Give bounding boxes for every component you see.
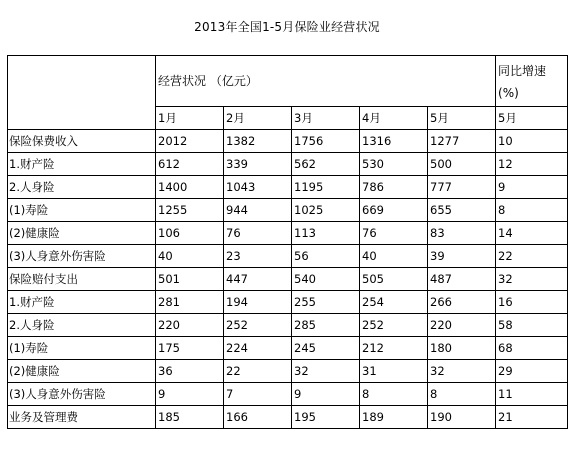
row-label: (1)寿险 <box>8 337 156 360</box>
yoy-month-header: 5月 <box>496 106 568 129</box>
yoy-cell: 14 <box>496 222 568 245</box>
table-cell: 540 <box>292 268 360 291</box>
table-cell: 189 <box>360 406 428 429</box>
table-cell: 655 <box>428 199 496 222</box>
yoy-header-line2: (%) <box>498 86 519 100</box>
table-cell: 166 <box>224 406 292 429</box>
table-cell: 212 <box>360 337 428 360</box>
table-cell: 1025 <box>292 199 360 222</box>
yoy-cell: 68 <box>496 337 568 360</box>
table-cell: 40 <box>156 245 224 268</box>
table-row <box>8 130 568 153</box>
table-cell: 669 <box>360 199 428 222</box>
table-cell: 1400 <box>156 176 224 199</box>
table-row <box>8 199 568 222</box>
row-label: 保险保费收入 <box>8 130 156 153</box>
table-cell: 23 <box>224 245 292 268</box>
yoy-cell: 10 <box>496 130 568 153</box>
table-cell: 245 <box>292 337 360 360</box>
group-header: 经营状况 （亿元） <box>156 56 496 107</box>
table-row <box>8 314 568 337</box>
table-cell: 1255 <box>156 199 224 222</box>
table-cell: 8 <box>428 383 496 406</box>
yoy-cell: 22 <box>496 245 568 268</box>
row-label: 保险赔付支出 <box>8 268 156 291</box>
table-row <box>8 337 568 360</box>
table-cell: 32 <box>292 360 360 383</box>
table-cell: 777 <box>428 176 496 199</box>
table-cell: 487 <box>428 268 496 291</box>
table-cell: 39 <box>428 245 496 268</box>
table-cell: 281 <box>156 291 224 314</box>
yoy-cell: 11 <box>496 383 568 406</box>
table-cell: 31 <box>360 360 428 383</box>
table-row <box>8 268 568 291</box>
row-label: (3)人身意外伤害险 <box>8 383 156 406</box>
table-cell: 1756 <box>292 130 360 153</box>
table-cell: 2012 <box>156 130 224 153</box>
month-header: 3月 <box>292 106 360 129</box>
yoy-cell: 32 <box>496 268 568 291</box>
table-cell: 224 <box>224 337 292 360</box>
row-label: 2.人身险 <box>8 314 156 337</box>
table-cell: 530 <box>360 153 428 176</box>
row-label: 1.财产险 <box>8 291 156 314</box>
table-cell: 1316 <box>360 130 428 153</box>
yoy-cell: 9 <box>496 176 568 199</box>
row-label: 业务及管理费 <box>8 406 156 429</box>
row-label: (2)健康险 <box>8 360 156 383</box>
table-row <box>8 291 568 314</box>
table-cell: 113 <box>292 222 360 245</box>
table-cell: 447 <box>224 268 292 291</box>
table-cell: 76 <box>224 222 292 245</box>
header-row-group <box>8 56 568 107</box>
table-cell: 56 <box>292 245 360 268</box>
table-cell: 40 <box>360 245 428 268</box>
yoy-cell: 58 <box>496 314 568 337</box>
yoy-cell: 8 <box>496 199 568 222</box>
table-cell: 8 <box>360 383 428 406</box>
row-label: (1)寿险 <box>8 199 156 222</box>
table-cell: 339 <box>224 153 292 176</box>
table-cell: 1382 <box>224 130 292 153</box>
table-cell: 944 <box>224 199 292 222</box>
row-label: (2)健康险 <box>8 222 156 245</box>
row-label: (3)人身意外伤害险 <box>8 245 156 268</box>
table-cell: 22 <box>224 360 292 383</box>
row-label: 1.财产险 <box>8 153 156 176</box>
table-row <box>8 153 568 176</box>
table-row <box>8 176 568 199</box>
insurance-operations-table <box>7 55 568 429</box>
table-row <box>8 222 568 245</box>
table-cell: 562 <box>292 153 360 176</box>
table-cell: 252 <box>360 314 428 337</box>
table-cell: 255 <box>292 291 360 314</box>
table-cell: 9 <box>156 383 224 406</box>
row-header-stub <box>8 56 156 130</box>
yoy-cell: 21 <box>496 406 568 429</box>
table-cell: 501 <box>156 268 224 291</box>
table-cell: 195 <box>292 406 360 429</box>
table-cell: 254 <box>360 291 428 314</box>
table-cell: 76 <box>360 222 428 245</box>
table-cell: 220 <box>156 314 224 337</box>
table-cell: 175 <box>156 337 224 360</box>
table-row <box>8 406 568 429</box>
month-header: 2月 <box>224 106 292 129</box>
table-cell: 612 <box>156 153 224 176</box>
table-cell: 786 <box>360 176 428 199</box>
table-cell: 180 <box>428 337 496 360</box>
table-cell: 285 <box>292 314 360 337</box>
page-title: 2013年全国1-5月保险业经营状况 <box>194 20 380 34</box>
table-row <box>8 383 568 406</box>
table-cell: 194 <box>224 291 292 314</box>
month-header: 1月 <box>156 106 224 129</box>
table-cell: 220 <box>428 314 496 337</box>
table-cell: 190 <box>428 406 496 429</box>
yoy-cell: 12 <box>496 153 568 176</box>
table-cell: 9 <box>292 383 360 406</box>
table-cell: 83 <box>428 222 496 245</box>
table-cell: 266 <box>428 291 496 314</box>
table-cell: 500 <box>428 153 496 176</box>
yoy-cell: 29 <box>496 360 568 383</box>
row-label: 2.人身险 <box>8 176 156 199</box>
table-cell: 505 <box>360 268 428 291</box>
table-row <box>8 360 568 383</box>
month-header: 5月 <box>428 106 496 129</box>
table-cell: 185 <box>156 406 224 429</box>
yoy-cell: 16 <box>496 291 568 314</box>
table-cell: 7 <box>224 383 292 406</box>
table-cell: 106 <box>156 222 224 245</box>
table-row <box>8 245 568 268</box>
table-cell: 32 <box>428 360 496 383</box>
table-cell: 1043 <box>224 176 292 199</box>
table-cell: 252 <box>224 314 292 337</box>
yoy-header <box>496 56 568 107</box>
table-cell: 36 <box>156 360 224 383</box>
month-header: 4月 <box>360 106 428 129</box>
yoy-header-line1: 同比增速 <box>498 64 547 78</box>
table-cell: 1277 <box>428 130 496 153</box>
table-cell: 1195 <box>292 176 360 199</box>
